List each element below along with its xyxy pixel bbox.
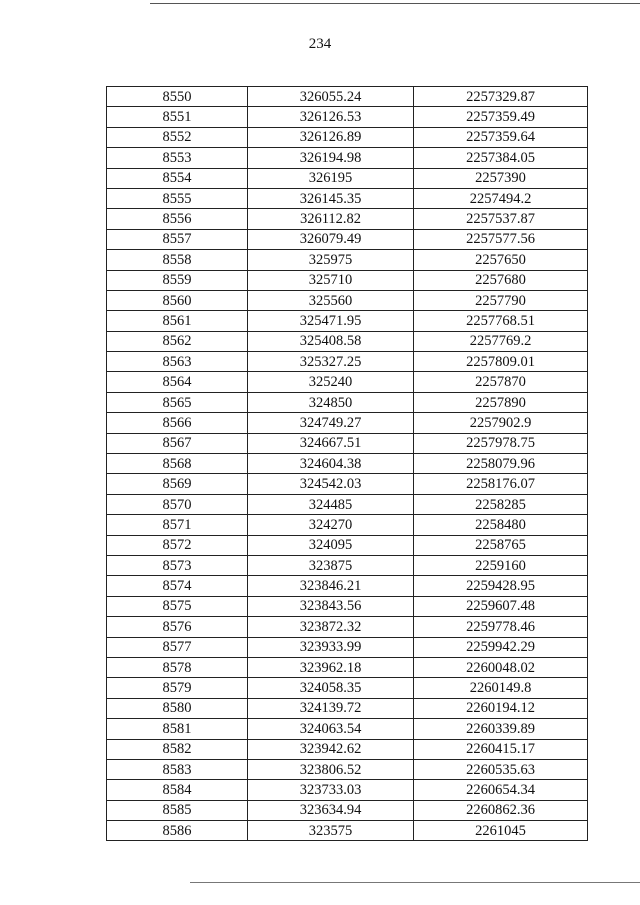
- x-coordinate-cell: 323846.21: [248, 576, 414, 596]
- x-coordinate-cell: 326112.82: [248, 209, 414, 229]
- y-coordinate-cell: 2259160: [414, 555, 588, 575]
- table-row: [107, 698, 588, 718]
- x-coordinate-cell: 324850: [248, 392, 414, 412]
- y-coordinate-cell: 2260535.63: [414, 759, 588, 779]
- y-coordinate-cell: 2257359.49: [414, 107, 588, 127]
- x-coordinate-cell: 326195: [248, 168, 414, 188]
- y-coordinate-cell: 2258176.07: [414, 474, 588, 494]
- point-number-cell: 8558: [107, 250, 248, 270]
- y-coordinate-cell: 2257768.51: [414, 311, 588, 331]
- x-coordinate-cell: 323962.18: [248, 657, 414, 677]
- table-row: [107, 637, 588, 657]
- y-coordinate-cell: 2257769.2: [414, 331, 588, 351]
- y-coordinate-cell: 2257390: [414, 168, 588, 188]
- point-number-cell: 8580: [107, 698, 248, 718]
- point-number-cell: 8560: [107, 290, 248, 310]
- point-number-cell: 8551: [107, 107, 248, 127]
- point-number-cell: 8572: [107, 535, 248, 555]
- y-coordinate-cell: 2258480: [414, 515, 588, 535]
- y-coordinate-cell: 2260862.36: [414, 800, 588, 820]
- point-number-cell: 8563: [107, 352, 248, 372]
- y-coordinate-cell: 2257870: [414, 372, 588, 392]
- top-border-line: [150, 3, 640, 4]
- point-number-cell: 8567: [107, 433, 248, 453]
- y-coordinate-cell: 2261045: [414, 821, 588, 841]
- point-number-cell: 8553: [107, 148, 248, 168]
- y-coordinate-cell: 2257978.75: [414, 433, 588, 453]
- y-coordinate-cell: 2257902.9: [414, 413, 588, 433]
- coordinates-table: [106, 86, 588, 841]
- table-row: [107, 270, 588, 290]
- point-number-cell: 8573: [107, 555, 248, 575]
- table-row: [107, 555, 588, 575]
- y-coordinate-cell: 2257384.05: [414, 148, 588, 168]
- y-coordinate-cell: 2257537.87: [414, 209, 588, 229]
- y-coordinate-cell: 2257680: [414, 270, 588, 290]
- table-row: [107, 678, 588, 698]
- table-row: [107, 188, 588, 208]
- table-row: [107, 413, 588, 433]
- table-row: [107, 739, 588, 759]
- x-coordinate-cell: 326079.49: [248, 229, 414, 249]
- x-coordinate-cell: 325408.58: [248, 331, 414, 351]
- y-coordinate-cell: 2260339.89: [414, 719, 588, 739]
- y-coordinate-cell: 2258765: [414, 535, 588, 555]
- y-coordinate-cell: 2257577.56: [414, 229, 588, 249]
- x-coordinate-cell: 323942.62: [248, 739, 414, 759]
- table-row: [107, 617, 588, 637]
- y-coordinate-cell: 2258285: [414, 494, 588, 514]
- table-row: [107, 596, 588, 616]
- table-row: [107, 209, 588, 229]
- point-number-cell: 8586: [107, 821, 248, 841]
- y-coordinate-cell: 2257494.2: [414, 188, 588, 208]
- y-coordinate-cell: 2257890: [414, 392, 588, 412]
- point-number-cell: 8561: [107, 311, 248, 331]
- table-row: [107, 433, 588, 453]
- table-row: [107, 392, 588, 412]
- y-coordinate-cell: 2257809.01: [414, 352, 588, 372]
- x-coordinate-cell: 324270: [248, 515, 414, 535]
- point-number-cell: 8575: [107, 596, 248, 616]
- table-row: [107, 87, 588, 107]
- table-row: [107, 250, 588, 270]
- point-number-cell: 8574: [107, 576, 248, 596]
- x-coordinate-cell: 324667.51: [248, 433, 414, 453]
- point-number-cell: 8584: [107, 780, 248, 800]
- table-row: [107, 352, 588, 372]
- table-row: [107, 127, 588, 147]
- table-row: [107, 331, 588, 351]
- y-coordinate-cell: 2257790: [414, 290, 588, 310]
- table-row: [107, 780, 588, 800]
- y-coordinate-cell: 2260415.17: [414, 739, 588, 759]
- point-number-cell: 8559: [107, 270, 248, 290]
- table-row: [107, 290, 588, 310]
- x-coordinate-cell: 324749.27: [248, 413, 414, 433]
- x-coordinate-cell: 324542.03: [248, 474, 414, 494]
- y-coordinate-cell: 2258079.96: [414, 454, 588, 474]
- coordinates-table-body: [107, 87, 588, 841]
- table-row: [107, 148, 588, 168]
- x-coordinate-cell: 326194.98: [248, 148, 414, 168]
- y-coordinate-cell: 2257650: [414, 250, 588, 270]
- page-number: 234: [308, 36, 332, 52]
- x-coordinate-cell: 326145.35: [248, 188, 414, 208]
- point-number-cell: 8569: [107, 474, 248, 494]
- point-number-cell: 8585: [107, 800, 248, 820]
- x-coordinate-cell: 326126.53: [248, 107, 414, 127]
- y-coordinate-cell: 2259778.46: [414, 617, 588, 637]
- y-coordinate-cell: 2260654.34: [414, 780, 588, 800]
- y-coordinate-cell: 2260149.8: [414, 678, 588, 698]
- y-coordinate-cell: 2259942.29: [414, 637, 588, 657]
- table-row: [107, 657, 588, 677]
- x-coordinate-cell: 325471.95: [248, 311, 414, 331]
- table-row: [107, 311, 588, 331]
- point-number-cell: 8555: [107, 188, 248, 208]
- point-number-cell: 8564: [107, 372, 248, 392]
- y-coordinate-cell: 2257329.87: [414, 87, 588, 107]
- x-coordinate-cell: 323733.03: [248, 780, 414, 800]
- point-number-cell: 8557: [107, 229, 248, 249]
- x-coordinate-cell: 323575: [248, 821, 414, 841]
- x-coordinate-cell: 325710: [248, 270, 414, 290]
- table-row: [107, 372, 588, 392]
- table-row: [107, 759, 588, 779]
- x-coordinate-cell: 325975: [248, 250, 414, 270]
- table-row: [107, 535, 588, 555]
- table-row: [107, 576, 588, 596]
- point-number-cell: 8562: [107, 331, 248, 351]
- x-coordinate-cell: 325327.25: [248, 352, 414, 372]
- table-row: [107, 800, 588, 820]
- bottom-border-line: [190, 882, 640, 883]
- point-number-cell: 8581: [107, 719, 248, 739]
- x-coordinate-cell: 323634.94: [248, 800, 414, 820]
- point-number-cell: 8568: [107, 454, 248, 474]
- x-coordinate-cell: 323933.99: [248, 637, 414, 657]
- x-coordinate-cell: 324485: [248, 494, 414, 514]
- table-row: [107, 719, 588, 739]
- point-number-cell: 8583: [107, 759, 248, 779]
- point-number-cell: 8576: [107, 617, 248, 637]
- y-coordinate-cell: 2259607.48: [414, 596, 588, 616]
- point-number-cell: 8570: [107, 494, 248, 514]
- x-coordinate-cell: 323875: [248, 555, 414, 575]
- x-coordinate-cell: 324058.35: [248, 678, 414, 698]
- point-number-cell: 8577: [107, 637, 248, 657]
- table-row: [107, 168, 588, 188]
- x-coordinate-cell: 326055.24: [248, 87, 414, 107]
- x-coordinate-cell: 323872.32: [248, 617, 414, 637]
- point-number-cell: 8566: [107, 413, 248, 433]
- point-number-cell: 8582: [107, 739, 248, 759]
- point-number-cell: 8578: [107, 657, 248, 677]
- table-row: [107, 474, 588, 494]
- y-coordinate-cell: 2257359.64: [414, 127, 588, 147]
- point-number-cell: 8556: [107, 209, 248, 229]
- table-row: [107, 454, 588, 474]
- x-coordinate-cell: 323843.56: [248, 596, 414, 616]
- point-number-cell: 8552: [107, 127, 248, 147]
- x-coordinate-cell: 324095: [248, 535, 414, 555]
- point-number-cell: 8550: [107, 87, 248, 107]
- y-coordinate-cell: 2260048.02: [414, 657, 588, 677]
- table-row: [107, 515, 588, 535]
- table-row: [107, 229, 588, 249]
- point-number-cell: 8554: [107, 168, 248, 188]
- x-coordinate-cell: 324139.72: [248, 698, 414, 718]
- x-coordinate-cell: 324063.54: [248, 719, 414, 739]
- x-coordinate-cell: 324604.38: [248, 454, 414, 474]
- x-coordinate-cell: 325560: [248, 290, 414, 310]
- point-number-cell: 8579: [107, 678, 248, 698]
- x-coordinate-cell: 325240: [248, 372, 414, 392]
- y-coordinate-cell: 2259428.95: [414, 576, 588, 596]
- table-row: [107, 107, 588, 127]
- table-row: [107, 821, 588, 841]
- y-coordinate-cell: 2260194.12: [414, 698, 588, 718]
- point-number-cell: 8571: [107, 515, 248, 535]
- table-row: [107, 494, 588, 514]
- x-coordinate-cell: 323806.52: [248, 759, 414, 779]
- point-number-cell: 8565: [107, 392, 248, 412]
- x-coordinate-cell: 326126.89: [248, 127, 414, 147]
